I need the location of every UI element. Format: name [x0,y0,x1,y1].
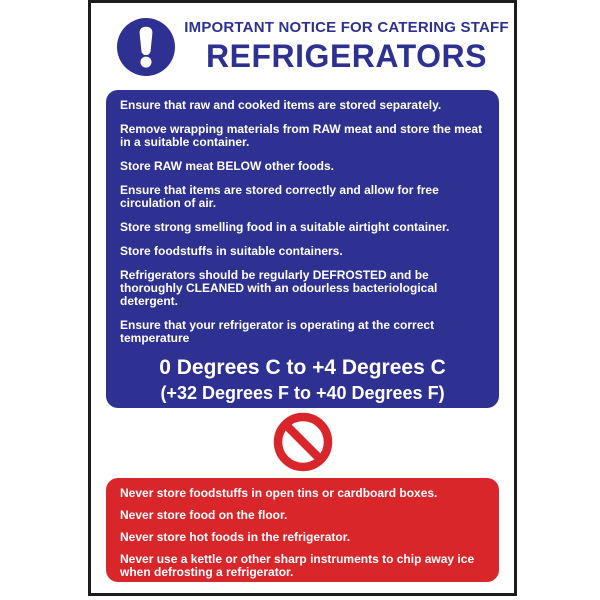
temperature-celsius: 0 Degrees C to +4 Degrees C [159,356,446,379]
exclamation-icon [117,18,175,76]
do-item-closing: Check that doors have good seals, are close fitting and not left open unnecessarily. [120,414,479,441]
sign-title: REFRIGERATORS [206,38,487,74]
do-item-1: Ensure that raw and cooked items are stored separately. [120,98,442,112]
dont-item-1: Never store foodstuffs in open tins or cardboard boxes. [120,486,438,500]
do-item-4: Ensure that items are stored correctly and allow for free circulation of air. [120,183,439,210]
notice-line: IMPORTANT NOTICE FOR CATERING STAFF [184,19,509,36]
temperature-fahrenheit: (+32 Degrees F to +40 Degrees F) [160,383,445,403]
dont-item-4: Never use a kettle or other sharp instruments to chip away ice when defrosting a refrigerator. [120,552,475,579]
do-item-3: Store RAW meat BELOW other foods. [120,159,335,173]
do-item-8: Ensure that your refrigerator is operating at the correct temperature [120,318,435,345]
dont-item-2: Never store food on the floor. [120,508,288,522]
do-item-5: Store strong smelling food in a suitable airtight container. [120,220,450,234]
sign-board [88,0,517,596]
do-panel [106,90,499,441]
dont-panel [106,478,499,582]
no-symbol-icon [273,412,333,472]
dont-item-3: Never store hot foods in the refrigerator. [120,530,351,544]
do-item-2: Remove wrapping materials from RAW meat and store the meat in a suitable container. [120,122,483,149]
sign-header [183,19,510,73]
do-item-6: Store foodstuffs in suitable containers. [120,244,343,258]
do-item-7: Refrigerators should be regularly DEFROSTED and be thoroughly CLEANED with an odourless bacteriological detergent. [120,268,438,308]
